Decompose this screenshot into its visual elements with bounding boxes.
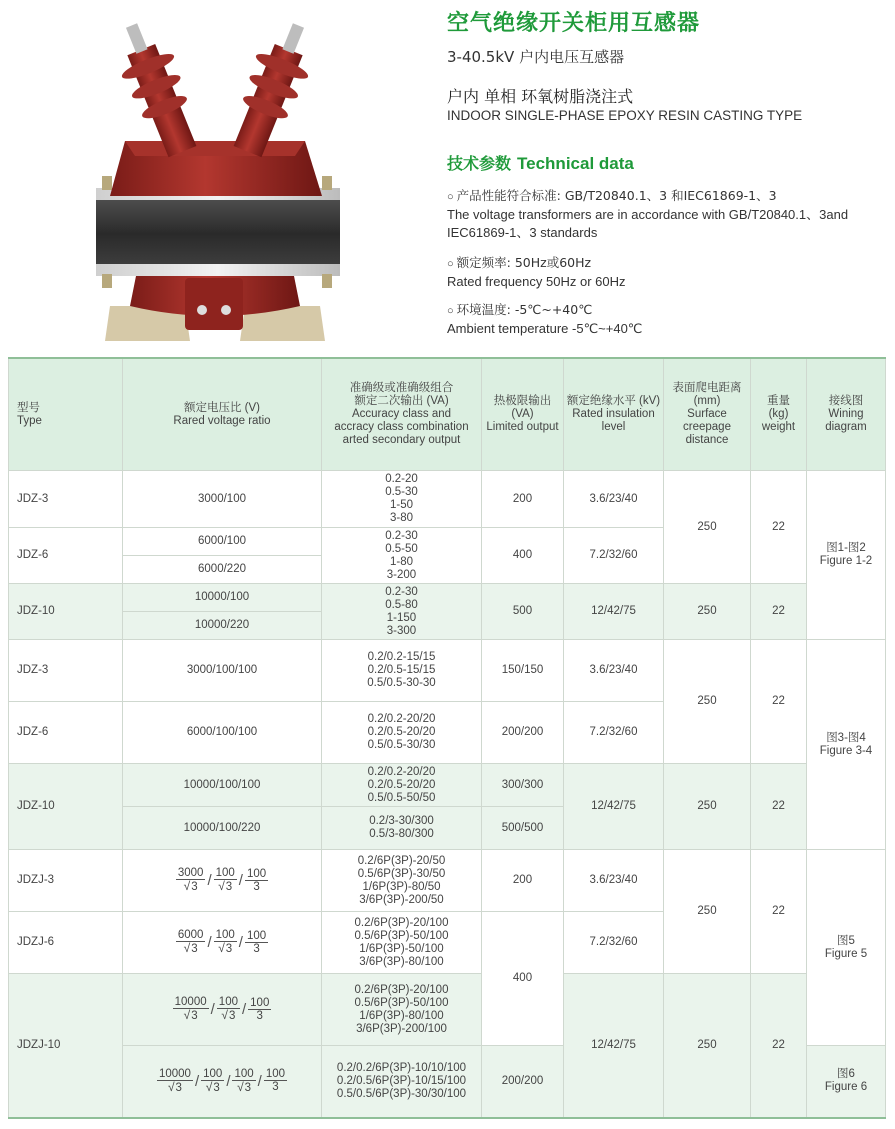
cell-limited: 400: [482, 528, 564, 584]
fraction-numerator: 100: [250, 996, 270, 1009]
fraction: [245, 868, 268, 894]
fraction-slash: /: [207, 872, 212, 889]
table-row: [9, 850, 886, 912]
fraction: [245, 930, 268, 956]
fraction: [201, 1068, 224, 1095]
header-insulation: 额定绝缘水平 (kV) Rated insulation level: [564, 358, 664, 471]
cell-accuracy: 0.2/6P(3P)-20/50 0.5/6P(3P)-30/50 1/6P(3P)-80/50 3/6P(3P)-200/50: [322, 850, 482, 912]
cell-insulation: 12/42/75: [564, 584, 664, 640]
cell-weight: 22: [751, 471, 807, 584]
technical-data-heading-cn: 技术参数: [447, 154, 512, 173]
cell-type: JDZ-3: [9, 640, 123, 702]
ratio-formula: [172, 996, 273, 1023]
cell-accuracy: 0.2/3-30/300 0.5/3-80/300: [322, 807, 482, 850]
cell-ratio: 6000/100/100: [123, 702, 322, 764]
spec-temperature-en: Ambient temperature -5℃~+40℃: [447, 321, 643, 336]
cell-accuracy: 0.2-30 0.5-50 1-80 3-200: [322, 528, 482, 584]
cell-ratio: 10000/100/220: [123, 807, 322, 850]
fraction: [173, 996, 209, 1023]
cell-creepage: 250: [664, 850, 751, 974]
fraction: [217, 996, 240, 1023]
fraction: [157, 1068, 193, 1095]
table-row: [9, 974, 886, 1046]
fraction-numerator: 10000: [158, 1067, 191, 1080]
fraction-slash: /: [238, 934, 243, 951]
fraction: [264, 1068, 287, 1094]
fraction: [232, 1068, 255, 1095]
cell-limited: 200: [482, 850, 564, 912]
fraction-numerator: 100: [203, 1067, 223, 1080]
cell-type: JDZ-6: [9, 702, 123, 764]
cell-ratio: [123, 912, 322, 974]
sqrt-icon: √: [183, 1008, 191, 1022]
fraction-denominator: √3: [205, 1079, 220, 1094]
cell-ratio: 3000/100/100: [123, 640, 322, 702]
fraction-numerator: 100: [215, 929, 235, 941]
cell-limited: 150/150: [482, 640, 564, 702]
cell-ratio: 10000/100/100: [123, 764, 322, 807]
cell-limited: 500/500: [482, 807, 564, 850]
type-description-en: INDOOR SINGLE-PHASE EPOXY RESIN CASTING TYPE: [447, 108, 803, 123]
sqrt-icon: √: [167, 1079, 175, 1094]
cell-creepage: 250: [664, 640, 751, 764]
cell-ratio: 6000/220: [123, 556, 322, 584]
cell-diagram: 图6 Figure 6: [807, 1046, 886, 1118]
header-voltage-ratio: 额定电压比 (V) Rared voltage ratio: [123, 358, 322, 471]
spec-standard: [447, 187, 887, 242]
cell-type: JDZ-6: [9, 528, 123, 584]
cell-insulation: 3.6/23/40: [564, 471, 664, 528]
fraction-slash: /: [241, 1001, 247, 1018]
bullet-icon: ○: [447, 191, 454, 203]
fraction-numerator: 10000: [174, 996, 207, 1008]
technical-data-heading-en: Technical data: [517, 154, 634, 173]
fraction-slash: /: [210, 1001, 215, 1018]
cell-weight: 22: [751, 764, 807, 850]
cell-accuracy: 0.2/6P(3P)-20/100 0.5/6P(3P)-50/100 1/6P(3P)-50/100 3/6P(3P)-80/100: [322, 912, 482, 974]
fraction-denominator: 3: [253, 942, 260, 955]
cell-creepage: 250: [664, 584, 751, 640]
fraction-denominator: √3: [183, 941, 198, 955]
fraction-numerator: 100: [246, 929, 267, 942]
cell-type: JDZ-3: [9, 471, 123, 528]
cell-type: JDZJ-10: [9, 974, 123, 1118]
ratio-formula: [175, 929, 269, 956]
fraction-numerator: 100: [218, 996, 238, 1008]
cell-insulation: 3.6/23/40: [564, 850, 664, 912]
page-title: 空气绝缘开关柜用互感器: [447, 11, 701, 36]
cell-ratio: 3000/100: [123, 471, 322, 528]
fraction: [176, 929, 206, 956]
ratio-formula: [175, 867, 269, 894]
cell-weight: 22: [751, 640, 807, 764]
table-row: [9, 471, 886, 528]
spec-frequency: [447, 254, 625, 291]
sqrt-icon: √: [183, 941, 191, 955]
cell-type: JDZJ-3: [9, 850, 123, 912]
cell-weight: 22: [751, 850, 807, 974]
cell-insulation: 7.2/32/60: [564, 702, 664, 764]
sqrt-icon: √: [218, 879, 225, 893]
fraction: [176, 867, 206, 894]
table-header-row: [9, 358, 886, 471]
ratio-formula: [156, 1068, 288, 1095]
fraction-denominator: √3: [183, 1008, 198, 1022]
fraction-slash: /: [207, 934, 212, 951]
cell-accuracy: 0.2/0.2-20/20 0.2/0.5-20/20 0.5/0.5-30/30: [322, 702, 482, 764]
spec-standard-cn: 产品性能符合标准: GB/T20840.1、3 和IEC61869-1、3: [456, 188, 777, 203]
cell-limited: 500: [482, 584, 564, 640]
cell-limited: 400: [482, 912, 564, 1046]
cell-creepage: 250: [664, 471, 751, 584]
fraction-numerator: 100: [246, 867, 267, 880]
fraction-denominator: √3: [183, 879, 198, 893]
cell-insulation: 12/42/75: [564, 974, 664, 1118]
cell-ratio: [123, 1046, 322, 1118]
fraction-denominator: 3: [256, 1009, 263, 1022]
fraction: [214, 929, 237, 956]
spec-temperature: [447, 301, 642, 338]
fraction-numerator: 3000: [177, 867, 204, 879]
spec-standard-en: The voltage transformers are in accordance with GB/T20840.1、3and IEC61869-1、3 standards: [447, 207, 849, 240]
cell-type: JDZJ-6: [9, 912, 123, 974]
cell-ratio: 6000/100: [123, 528, 322, 556]
table-row: [9, 584, 886, 612]
subtitle: 3-40.5kV 户内电压互感器: [447, 48, 625, 66]
fraction-slash: /: [226, 1072, 231, 1090]
fraction-numerator: 100: [265, 1068, 286, 1081]
spec-frequency-en: Rated frequency 50Hz or 60Hz: [447, 274, 626, 289]
fraction-denominator: √3: [221, 1008, 236, 1022]
cell-ratio: [123, 850, 322, 912]
cell-limited: 200: [482, 471, 564, 528]
cell-accuracy: 0.2-20 0.5-30 1-50 3-80: [322, 471, 482, 528]
sqrt-icon: √: [218, 941, 225, 955]
cell-insulation: 12/42/75: [564, 764, 664, 850]
cell-accuracy: 0.2-30 0.5-80 1-150 3-300: [322, 584, 482, 640]
cell-insulation: 3.6/23/40: [564, 640, 664, 702]
type-description-cn: 户内 单相 环氧树脂浇注式: [447, 87, 634, 106]
cell-accuracy: 0.2/0.2-15/15 0.2/0.5-15/15 0.5/0.5-30-30: [322, 640, 482, 702]
header-limited-output: 热极限输出 (VA) Limited output: [482, 358, 564, 471]
sqrt-icon: √: [221, 1008, 228, 1022]
fraction-denominator: 3: [272, 1081, 279, 1094]
product-photo: [90, 6, 340, 346]
technical-data-table: [8, 357, 886, 1119]
fraction-denominator: 3: [253, 880, 260, 893]
fraction: [214, 867, 237, 894]
cell-accuracy: 0.2/6P(3P)-20/100 0.5/6P(3P)-50/100 1/6P(3P)-80/100 3/6P(3P)-200/100: [322, 974, 482, 1046]
cell-creepage: 250: [664, 764, 751, 850]
cell-insulation: 7.2/32/60: [564, 528, 664, 584]
cell-diagram: 图5 Figure 5: [807, 850, 886, 1046]
header-type: 型号 Type: [9, 358, 123, 471]
table-row: [9, 764, 886, 807]
cell-ratio: 10000/220: [123, 612, 322, 640]
cell-limited: 200/200: [482, 1046, 564, 1118]
fraction: [248, 997, 271, 1023]
cell-accuracy: 0.2/0.2/6P(3P)-10/10/100 0.2/0.5/6P(3P)-10/15/100 0.5/0.5/6P(3P)-30/30/100: [322, 1046, 482, 1118]
header-creepage: 表面爬电距离 (mm) Surface creepage distance: [664, 358, 751, 471]
fraction-slash: /: [257, 1072, 262, 1090]
cell-type: JDZ-10: [9, 764, 123, 850]
cell-ratio: [123, 974, 322, 1046]
cell-accuracy: 0.2/0.2-20/20 0.2/0.5-20/20 0.5/0.5-50/50: [322, 764, 482, 807]
cell-insulation: 7.2/32/60: [564, 912, 664, 974]
cell-type: JDZ-10: [9, 584, 123, 640]
cell-creepage: 250: [664, 974, 751, 1118]
cell-limited: 300/300: [482, 764, 564, 807]
fraction-slash: /: [238, 872, 243, 889]
fraction-slash: /: [194, 1072, 200, 1090]
fraction-numerator: 6000: [177, 929, 204, 941]
spec-frequency-cn: 额定频率: 50Hz或60Hz: [456, 255, 592, 270]
header-accuracy: 准确级或准确级组合 额定二次输出 (VA) Accuracy class and accracy class combination arted secondary output: [322, 358, 482, 471]
fraction-denominator: √3: [237, 1079, 252, 1094]
fraction-denominator: √3: [218, 879, 233, 893]
cell-weight: 22: [751, 584, 807, 640]
sqrt-icon: √: [205, 1079, 213, 1094]
cell-diagram: 图3-图4 Figure 3-4: [807, 640, 886, 850]
cell-ratio: 10000/100: [123, 584, 322, 612]
sqrt-icon: √: [237, 1079, 244, 1094]
table-row: [9, 640, 886, 702]
fraction-denominator: √3: [218, 941, 233, 955]
header-diagram: 接线图 Wining diagram: [807, 358, 886, 471]
spec-temperature-cn: 环境温度: -5℃~+40℃: [456, 302, 593, 317]
sqrt-icon: √: [183, 879, 191, 893]
cell-weight: 22: [751, 974, 807, 1118]
technical-data-heading: [447, 151, 634, 174]
fraction-numerator: 100: [215, 867, 235, 879]
fraction-denominator: √3: [167, 1079, 182, 1094]
header-weight: 重量 (kg) weight: [751, 358, 807, 471]
cell-diagram: 图1-图2 Figure 1-2: [807, 471, 886, 640]
cell-limited: 200/200: [482, 702, 564, 764]
fraction-numerator: 100: [234, 1067, 254, 1080]
bullet-icon: ○: [447, 258, 454, 270]
bullet-icon: ○: [447, 305, 454, 317]
